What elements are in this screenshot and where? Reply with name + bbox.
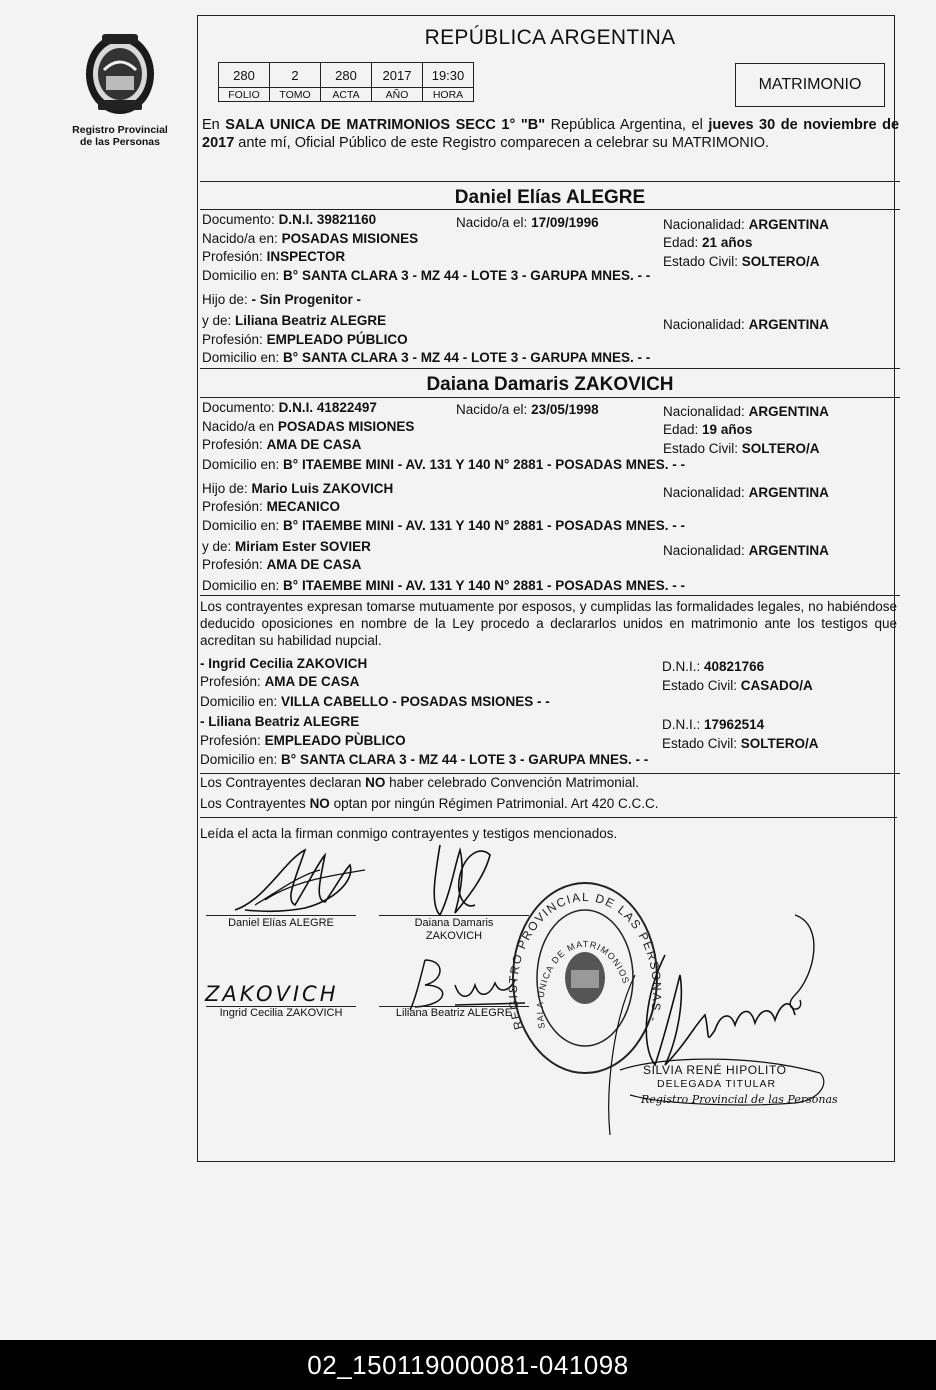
intro-place: SALA UNICA DE MATRIMONIOS SECC 1° "B"	[225, 117, 546, 133]
official-organization: Registro Provincial de las Personas	[641, 1093, 838, 1106]
spouse2-documento: Documento: D.N.I. 41822497	[202, 400, 377, 415]
anio-label: AÑO	[372, 88, 423, 102]
folio-label: FOLIO	[219, 88, 270, 102]
registry-table	[218, 62, 474, 102]
divider	[200, 368, 900, 369]
provincia-misiones-emblem-icon	[82, 30, 158, 118]
logo-line-1: Registro Provincial	[72, 124, 168, 136]
spouse2-birthplace: Nacido/a en POSADAS MISIONES	[202, 419, 415, 434]
witness2-profession: Profesión: EMPLEADO PÙBLICO	[200, 733, 406, 748]
regime-statement: Los Contrayentes NO optan por ningún Régimen Patrimonial. Art 420 C.C.C.	[200, 796, 659, 811]
spouse1-mother-nationality: Nacionalidad: ARGENTINA	[663, 317, 829, 332]
witness2-dni: D.N.I.: 17962514	[662, 717, 765, 732]
spouse2-father-profession: Profesión: MECANICO	[202, 499, 341, 514]
intro-text-2: República Argentina, el	[545, 117, 709, 133]
spouse1-name: Daniel Elías ALEGRE	[454, 187, 646, 208]
acta-label: ACTA	[321, 88, 372, 102]
spouse2-profession: Profesión: AMA DE CASA	[202, 437, 362, 452]
spouse1-profession: Profesión: INSPECTOR	[202, 249, 346, 264]
spouse1-father: Hijo de: - Sin Progenitor -	[202, 292, 362, 307]
tomo-value: 2	[270, 63, 321, 88]
spouse2-father: Hijo de: Mario Luis ZAKOVICH	[202, 481, 394, 496]
signature-caption-1: Daniel Elías ALEGRE	[228, 917, 334, 929]
spouse1-mother-profession: Profesión: EMPLEADO PÚBLICO	[202, 332, 408, 347]
spouse1-birthdate: Nacido/a el: 17/09/1996	[456, 215, 599, 230]
divider	[200, 181, 900, 182]
spouse1-mother-address: Domicilio en: B° SANTA CLARA 3 - MZ 44 - LOTE 3 - GARUPA MNES. - -	[202, 350, 651, 365]
seal-inner-text: SALA UNICA DE MATRIMONIOS	[534, 939, 632, 1030]
witness1-civil-status: Estado Civil: CASADO/A	[662, 678, 813, 693]
witness1-address: Domicilio en: VILLA CABELLO - POSADAS MSIONES - -	[200, 694, 550, 709]
folio-value: 280	[219, 63, 270, 88]
signature-line	[206, 915, 356, 916]
spouse1-address: Domicilio en: B° SANTA CLARA 3 - MZ 44 - LOTE 3 - GARUPA MNES. - -	[202, 268, 651, 283]
tomo-label: TOMO	[270, 88, 321, 102]
witness2-name: - Liliana Beatriz ALEGRE	[200, 714, 360, 729]
witness1-dni: D.N.I.: 40821766	[662, 659, 765, 674]
intro-paragraph	[202, 116, 899, 152]
witness2-civil-status: Estado Civil: SOLTERO/A	[662, 736, 819, 751]
spouse2-civil-status: Estado Civil: SOLTERO/A	[663, 441, 820, 456]
spouse2-father-address: Domicilio en: B° ITAEMBE MINI - AV. 131 Y 140 N° 2881 - POSADAS MNES. - -	[202, 518, 685, 533]
spouse2-age: Edad: 19 años	[663, 422, 753, 437]
spouse2-mother-address: Domicilio en: B° ITAEMBE MINI - AV. 131 Y 140 N° 2881 - POSADAS MNES. - -	[202, 578, 685, 593]
convention-statement: Los Contrayentes declaran NO haber celebrado Convención Matrimonial.	[200, 775, 639, 790]
spouse2-name: Daiana Damaris ZAKOVICH	[426, 374, 674, 395]
divider	[200, 773, 900, 774]
witness1-profession: Profesión: AMA DE CASA	[200, 674, 360, 689]
intro-date: jueves 30 de noviembre de 2017	[202, 117, 900, 151]
spouse1-nationality: Nacionalidad: ARGENTINA	[663, 217, 829, 232]
witness2-address: Domicilio en: B° SANTA CLARA 3 - MZ 44 - LOTE 3 - GARUPA MNES. - -	[200, 752, 649, 767]
spouse1-birthplace: Nacido/a en: POSADAS MISIONES	[202, 231, 419, 246]
official-name: SILVIA RENÉ HIPOLITO	[643, 1063, 787, 1077]
witness1-name: - Ingrid Cecilia ZAKOVICH	[200, 656, 368, 671]
spouse1-documento: Documento: D.N.I. 39821160	[202, 212, 377, 227]
spouse2-address: Domicilio en: B° ITAEMBE MINI - AV. 131 Y 140 N° 2881 - POSADAS MNES. - -	[202, 457, 685, 472]
intro-text-1: En	[202, 117, 226, 133]
logo-line-2: de las Personas	[80, 136, 160, 148]
divider	[200, 595, 900, 596]
spouse2-mother-nationality: Nacionalidad: ARGENTINA	[663, 543, 829, 558]
declaration-text: Los contrayentes expresan tomarse mutuamente por esposos, y cumplidas las formalidades legales, no habiéndose deducido oposiciones en nombre de la Ley procedo a declararlos unidos en matrimonio ante los testigos que acreditan su habilidad nupcial.	[200, 599, 897, 648]
spouse1-age: Edad: 21 años	[663, 235, 753, 250]
spouse1-mother: y de: Liliana Beatriz ALEGRE	[202, 313, 387, 328]
acta-value: 280	[321, 63, 372, 88]
divider	[200, 817, 897, 818]
official-role: DELEGADA TITULAR	[657, 1078, 777, 1090]
document-code-bar: 02_150119000081-041098	[0, 1340, 936, 1390]
spouse2-mother: y de: Miriam Ester SOVIER	[202, 539, 371, 554]
divider	[200, 397, 900, 398]
caption-2-line-2: ZAKOVICH	[425, 930, 483, 942]
signature-ingrid-zakovich: ZAKOVICH	[205, 982, 339, 1006]
anio-value: 2017	[372, 63, 423, 88]
signature-daniel-alegre	[225, 840, 375, 920]
signature-daiana-zakovich	[420, 835, 500, 925]
intro-text-3: ante mí, Oficial Público de este Registro comparecen a celebrar su MATRIMONIO.	[234, 135, 770, 151]
seal-ring-text: REGISTRO PROVINCIAL DE LAS PERSONAS - MINISTERIO DE GOBIERNO -	[499, 867, 665, 1032]
doc-type-box: MATRIMONIO	[735, 63, 885, 107]
signature-caption-3: Ingrid Cecilia ZAKOVICH	[219, 1007, 343, 1019]
hora-label: HORA	[423, 88, 474, 102]
spouse2-nationality: Nacionalidad: ARGENTINA	[663, 404, 829, 419]
closing-statement: Leída el acta la firman conmigo contrayentes y testigos mencionados.	[200, 826, 618, 841]
spouse1-civil-status: Estado Civil: SOLTERO/A	[663, 254, 820, 269]
hora-value: 19:30	[423, 63, 474, 88]
registry-logo	[72, 30, 168, 148]
spouse2-mother-profession: Profesión: AMA DE CASA	[202, 557, 362, 572]
spouse2-father-nationality: Nacionalidad: ARGENTINA	[663, 485, 829, 500]
page-title: REPÚBLICA ARGENTINA	[424, 26, 676, 49]
signature-caption-4: Liliana Beatriz ALEGRE	[395, 1007, 513, 1019]
divider	[200, 209, 900, 210]
spouse2-birthdate: Nacido/a el: 23/05/1998	[456, 402, 599, 417]
caption-2-line-1: Daiana Damaris	[414, 917, 494, 929]
